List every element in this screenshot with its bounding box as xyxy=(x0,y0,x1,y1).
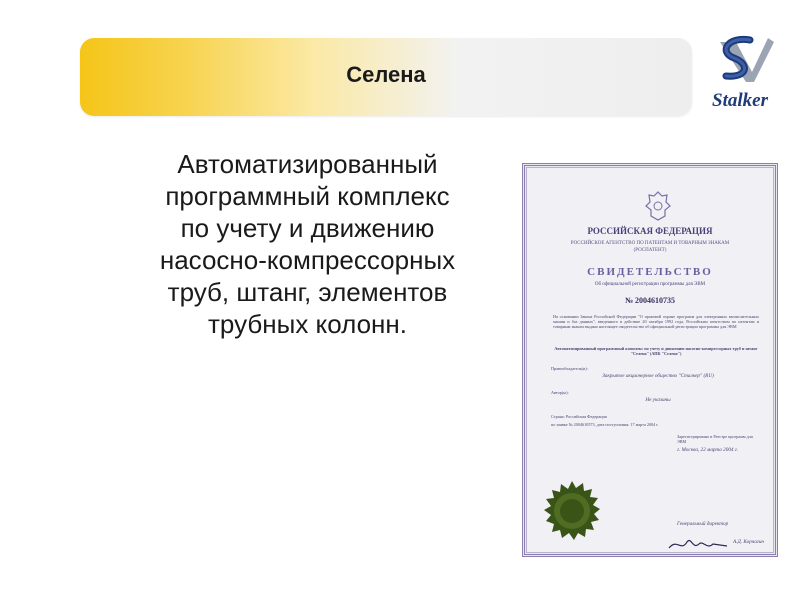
certificate-authors: Не указаны xyxy=(645,397,671,403)
certificate-country: РОССИЙСКАЯ ФЕДЕРАЦИЯ xyxy=(587,226,713,236)
certificate-basis: На основании Закона Российской Федерации "О правовой охране программ для электронных вычислительных машин и баз данных", введенного в действие 20 октября 1992 года, Российским агентством по патентам и товарным знакам выдано настоящее свидетельство об официальной регистрации программы для ЭВМ xyxy=(553,314,759,329)
title-bar xyxy=(80,38,692,116)
certificate-registered-date: г. Москва, 22 марта 2004 г. xyxy=(677,447,739,453)
certificate-application: по заявке № 2004610573, дата поступления: 17 марта 2004 г. xyxy=(551,422,659,427)
slide-title: Селена xyxy=(346,62,426,87)
description-line: насосно-компрессорных xyxy=(159,245,456,275)
certificate-program-name: Автоматизированный программный комплекс по учету и движению насосно-компрессорных труб и штанг "Селена" (АПК "Селена") xyxy=(554,346,758,356)
registration-certificate-image xyxy=(516,157,784,563)
certificate-registered: Зарегистрировано в Реестре программ для ЭВМ xyxy=(677,434,753,444)
certificate-director-name: А.Д. Корчагин xyxy=(733,539,764,545)
certificate-agency: РОССИЙСКОЕ АГЕНТСТВО ПО ПАТЕНТАМ И ТОВАРНЫМ ЗНАКАМ (РОСПАТЕНТ) xyxy=(570,241,730,253)
description-line: по учету и движению xyxy=(180,213,435,243)
certificate-country-line: Страна: Российская Федерация xyxy=(551,414,607,419)
certificate-holder-label: Правообладатель(и): xyxy=(551,366,588,371)
stalker-logo-mark-icon xyxy=(700,32,780,92)
certificate-heading: СВИДЕТЕЛЬСТВО xyxy=(587,266,713,278)
description-line: труб, штанг, элементов xyxy=(167,277,448,307)
signature-icon xyxy=(667,536,737,554)
program-description xyxy=(100,148,515,340)
certificate-paper xyxy=(526,167,774,553)
certificate-authors-label: Автор(ы): xyxy=(551,390,569,395)
certificate-holder: Закрытое акционерное общество "Сталкер" (RU) xyxy=(602,373,714,379)
description-line: Автоматизированный xyxy=(177,149,438,179)
certificate-subheading: Об официальной регистрации программы для ЭВМ xyxy=(594,282,706,287)
gold-seal-icon xyxy=(541,480,603,542)
stalker-logo xyxy=(700,32,780,120)
description-line: трубных колонн. xyxy=(208,309,407,339)
description-line: программный комплекс xyxy=(165,181,450,211)
coat-of-arms-icon xyxy=(645,190,671,222)
certificate-director-title: Генеральный директор xyxy=(677,521,729,527)
logo-text: Stalker xyxy=(712,90,768,111)
certificate-number: № 2004610735 xyxy=(624,296,676,305)
